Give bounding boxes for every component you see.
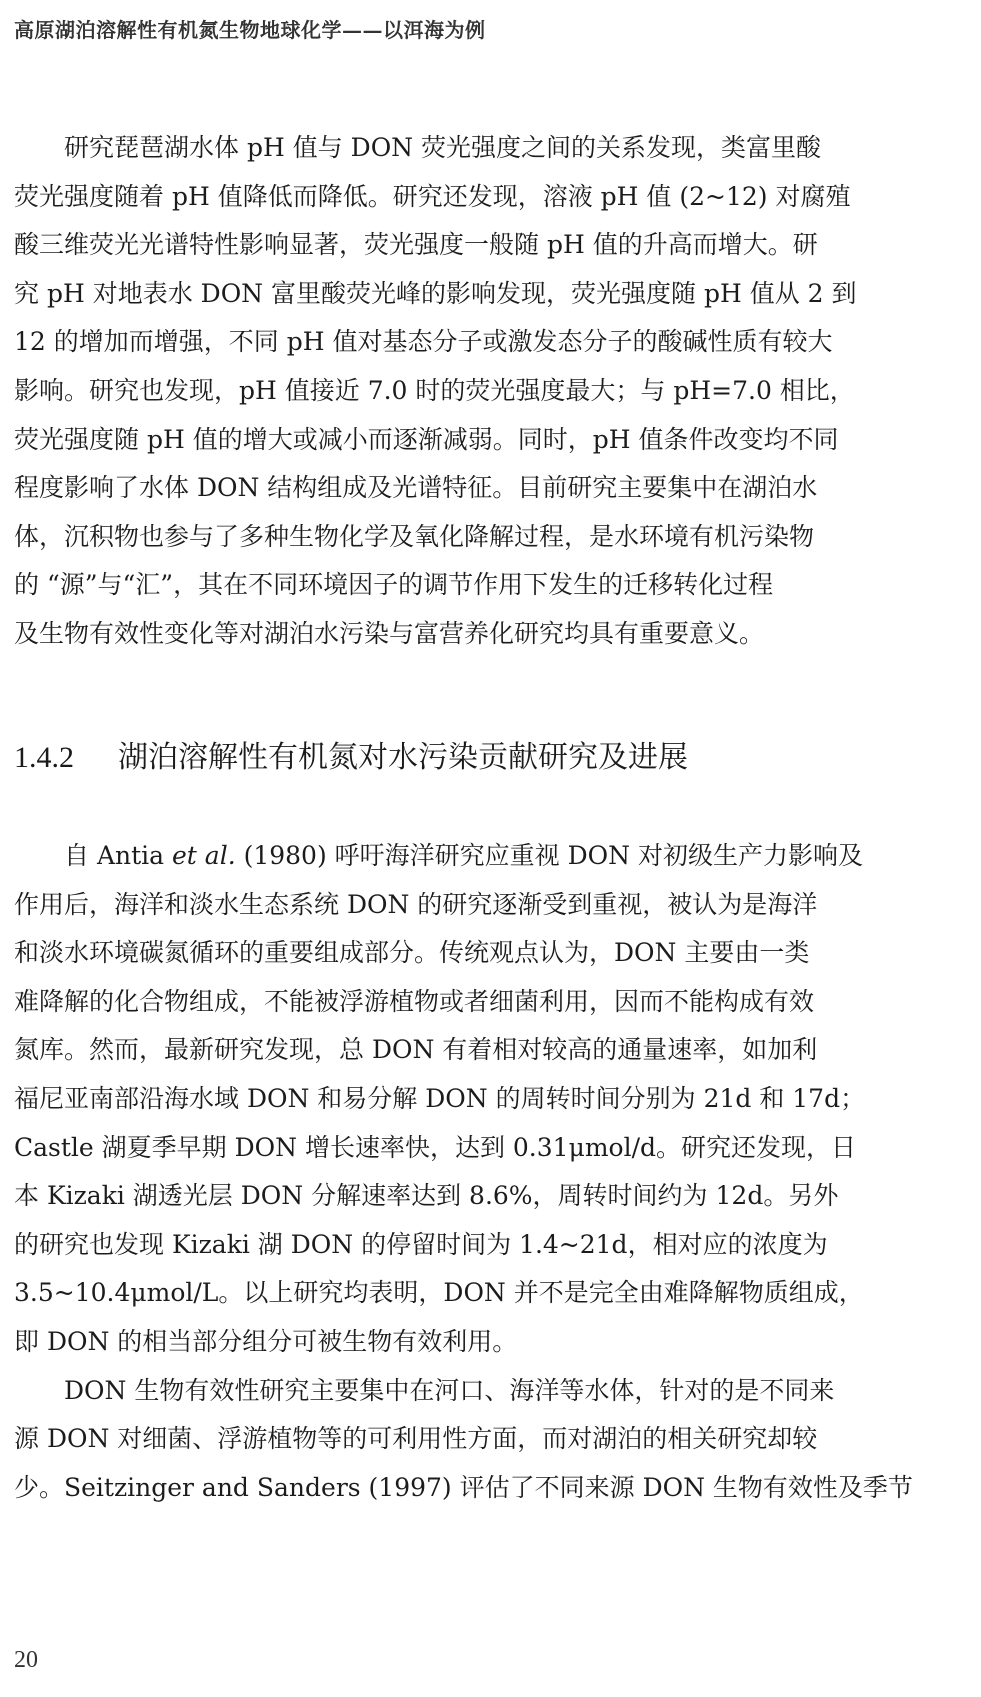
italic-citation: et al. <box>172 841 236 870</box>
paragraph-line: 福尼亚南部沿海水域 DON 和易分解 DON 的周转时间分别为 21d 和 17d； <box>14 1083 866 1113</box>
text-run: (1980) 呼吁海洋研究应重视 DON 对初级生产力影响及 <box>235 841 863 870</box>
paragraph-line: 难降解的化合物组成，不能被浮游植物或者细菌利用，因而不能构成有效 <box>14 986 815 1016</box>
running-head: 高原湖泊溶解性有机氮生物地球化学——以洱海为例 <box>14 18 486 42</box>
section-number: 1.4.2 <box>14 741 74 774</box>
paragraph-line: 酸三维荧光光谱特性影响显著，荧光强度一般随 pH 值的升高而增大。研 <box>14 230 818 260</box>
paragraph-line: 体，沉积物也参与了多种生物化学及氧化降解过程，是水环境有机污染物 <box>14 521 815 551</box>
page-number: 20 <box>14 1647 38 1673</box>
paragraph-line: 影响。研究也发现，pH 值接近 7.0 时的荧光强度最大；与 pH=7.0 相比， <box>14 375 855 405</box>
paragraph-line: 少。Seitzinger and Sanders (1997) 评估了不同来源 DON 生物有效性及季节 <box>14 1472 913 1502</box>
paragraph-line: 3.5~10.4μmol/L。以上研究均表明，DON 并不是完全由难降解物质组成， <box>14 1278 864 1308</box>
paragraph-ph-fluorescence <box>14 124 966 659</box>
paragraph-line: 究 pH 对地表水 DON 富里酸荧光峰的影响发现，荧光强度随 pH 值从 2 到 <box>14 278 857 308</box>
paragraph-line: DON 生物有效性研究主要集中在河口、海洋等水体，针对的是不同来 <box>64 1375 835 1405</box>
paragraph-line: 本 Kizaki 湖透光层 DON 分解速率达到 8.6%，周转时间约为 12d。另外 <box>14 1181 839 1211</box>
paragraph-line: 的研究也发现 Kizaki 湖 DON 的停留时间为 1.4~21d，相对应的浓度为 <box>14 1229 828 1259</box>
paragraph-first-line <box>14 832 966 881</box>
paragraph-line: 的 “源”与“汇”，其在不同环境因子的调节作用下发生的迁移转化过程 <box>14 570 774 600</box>
paragraph-line: 荧光强度随 pH 值的增大或减小而逐渐减弱。同时，pH 值条件改变均不同 <box>14 424 839 454</box>
paragraph-line: 氮库。然而，最新研究发现，总 DON 有着相对较高的通量速率，如加利 <box>14 1035 818 1065</box>
section-heading <box>14 738 688 778</box>
paragraph-don-contribution <box>14 832 966 1512</box>
paragraph-line: 源 DON 对细菌、浮游植物等的可利用性方面，而对湖泊的相关研究却较 <box>14 1424 818 1454</box>
paragraph-line: 荧光强度随着 pH 值降低而降低。研究还发现，溶液 pH 值 (2~12) 对腐殖 <box>14 181 851 211</box>
section-title: 湖泊溶解性有机氮对水污染贡献研究及进展 <box>118 740 688 775</box>
paragraph-line: 即 DON 的相当部分组分可被生物有效利用。 <box>14 1326 518 1356</box>
paragraph-line: 和淡水环境碳氮循环的重要组成部分。传统观点认为，DON 主要由一类 <box>14 938 810 968</box>
paragraph-line: 及生物有效性变化等对湖泊水污染与富营养化研究均具有重要意义。 <box>14 618 765 648</box>
paragraph-line: Castle 湖夏季早期 DON 增长速率快，达到 0.31μmol/d。研究还发现，日 <box>14 1132 856 1162</box>
paragraph-line: 研究琵琶湖水体 pH 值与 DON 荧光强度之间的关系发现，类富里酸 <box>64 133 822 162</box>
paragraph-line: 程度影响了水体 DON 结构组成及光谱特征。目前研究主要集中在湖泊水 <box>14 473 818 503</box>
paragraph-line: 12 的增加而增强，不同 pH 值对基态分子或激发态分子的酸碱性质有较大 <box>14 327 833 357</box>
paragraph-line: 作用后，海洋和淡水生态系统 DON 的研究逐渐受到重视，被认为是海洋 <box>14 889 818 919</box>
text-run: 自 Antia <box>64 841 172 870</box>
